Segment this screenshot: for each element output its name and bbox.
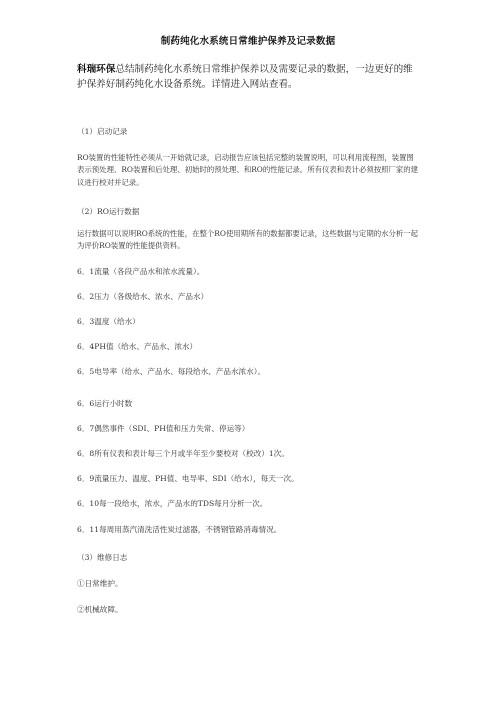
intro-text: 总结制药纯化水系统日常维护保养以及需要记录的数据，一边更好的维护保养好制药纯化水设备系统。详情进入网站查看。: [77, 64, 413, 90]
section-body-run-data: 运行数据可以说明RO系统的性能，在整个RO使用期所有的数据都要记录，这些数据与定期的水分析一起为评价RO装置的性能提供资料。: [77, 229, 419, 251]
maintenance-entry: ①日常维护。: [77, 579, 123, 588]
list-item: 6．9流量压力、温度、PH值、电导率、SDI（给水），每天一次。: [77, 474, 299, 483]
maintenance-entry: ②机械故障。: [77, 605, 123, 614]
list-item: 6．7偶然事件（SDI、PH值和压力失常、停运等）: [77, 424, 250, 433]
list-item: 6．8所有仪表和表计每三个月或半年至少要校对（校改）1次。: [77, 449, 289, 458]
document-title: 制药纯化水系统日常维护保养及记录数据: [160, 36, 336, 47]
list-item: 6．1流量（各段产品水和浓水流量）。: [77, 267, 205, 276]
section-body-startup: RO装置的性能特性必须从一开始就记录，启动报告应该包括完整的装置说明，可以利用流程图，装置图表示预处理、RO装置和后处理、初始时的预处理、和RO的性能记录。所有仪表和表计必须按照厂家的建议进行校对并记录。: [77, 153, 419, 187]
section-heading-run-data: （2）RO运行数据: [77, 207, 140, 216]
section-heading-startup: （1）启动记录: [77, 127, 128, 136]
list-item: 6．4PH值（给水、产品水、浓水）: [77, 342, 198, 351]
list-item: 6．11每周用蒸汽清洗活性炭过滤器，不锈钢管路消毒情况。: [77, 525, 282, 534]
list-item: 6．5电导率（给水、产品水、每段给水、产品水浓水）。: [77, 367, 266, 376]
list-item: 6．3温度（给水）: [77, 317, 140, 326]
intro-paragraph: [77, 62, 419, 92]
section-heading-maintenance: （3）维修日志: [77, 553, 128, 562]
brand-name: 科瑞环保: [77, 64, 116, 75]
list-item: 6．2压力（各级给水、浓水、产品水）: [77, 292, 209, 301]
list-item: 6．6运行小时数: [77, 399, 133, 408]
list-item: 6．10每一段给水，浓水，产品水的TDS每月分析一次。: [77, 499, 268, 508]
